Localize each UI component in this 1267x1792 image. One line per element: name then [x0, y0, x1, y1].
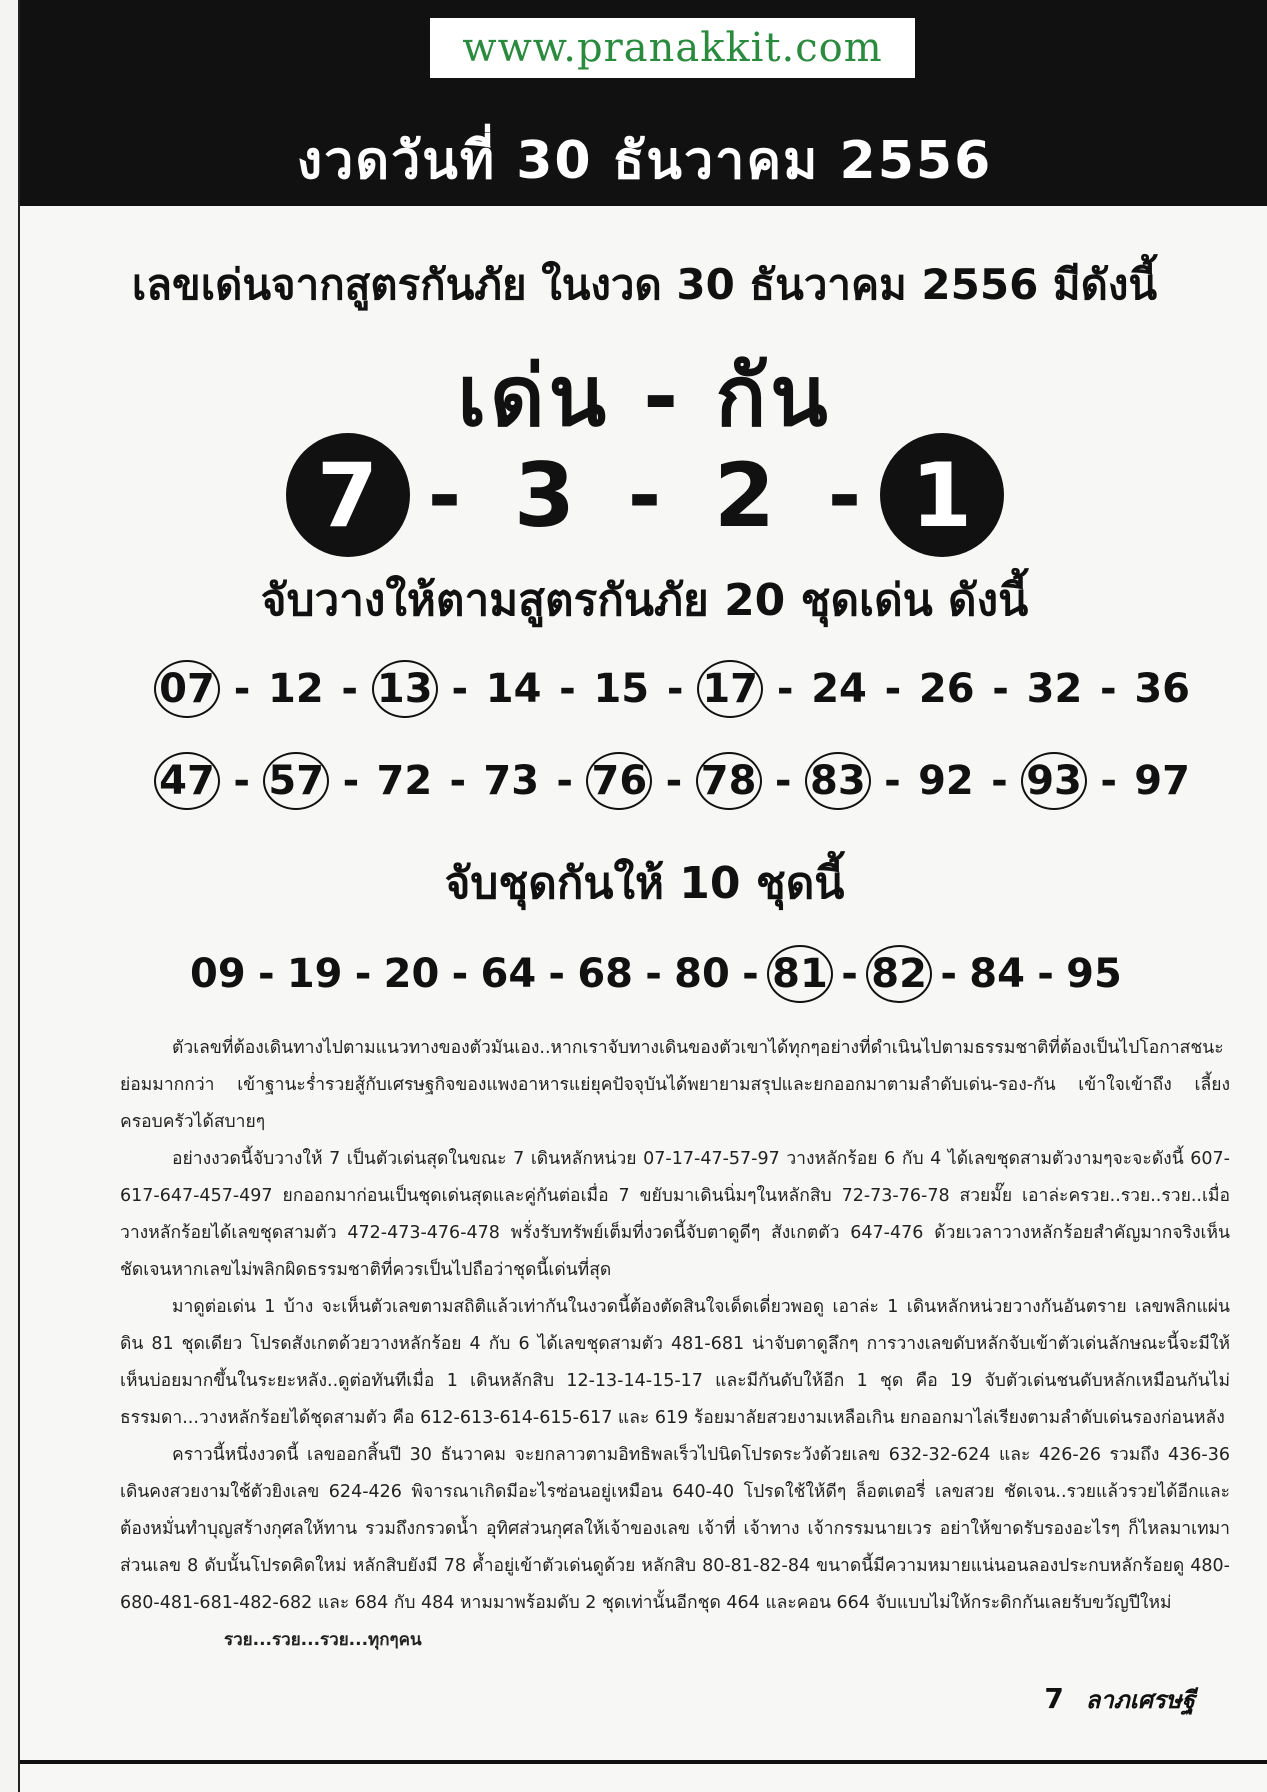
website-watermark — [430, 18, 915, 78]
draw-date-title: งวดวันที่ 30 ธันวาคม 2556 — [296, 131, 993, 191]
number: 72 — [376, 758, 433, 804]
page-number: 7 — [1044, 1682, 1064, 1715]
dash: - — [776, 666, 794, 712]
dash: - — [645, 951, 662, 997]
headline: เลขเด่นจากสูตรกันภัย ในงวด 30 ธันวาคม 2556 มีดังนี้ — [131, 260, 1158, 309]
dash: - — [451, 951, 469, 997]
dash: - — [1100, 758, 1117, 804]
dash: - — [1037, 951, 1054, 997]
dash: - — [548, 951, 566, 997]
header-banner — [20, 0, 1267, 206]
key-numbers — [20, 430, 1267, 560]
article-paragraph: ตัวเลขที่ต้องเดินทางไปตามแนวทางของตัวมันเอง..หากเราจับทางเดินของตัวเขาได้ทุกๆอย่างที่ดำเนินไปตามธรรมชาติที่ต้องเป็นไปโอกาสชนะย่อมมากกว่า เข้าฐานะร่ำรวยสู้กับเศรษฐกิจของแพงอาหารแย่ยุคปัจจุบันได้พยายามสรุปและยกออกมาตามลำดับเด่น-รอง-กัน เข้าใจเข้าถึง เลี้ยงครอบครัวได้สบายๆ — [120, 1038, 1230, 1132]
key-number-2: 3 — [513, 443, 576, 547]
dash: - — [940, 951, 957, 997]
key-number-1: 7 — [286, 433, 410, 557]
dash: - — [1099, 666, 1117, 712]
dash: - — [556, 758, 574, 804]
number: 80 — [674, 951, 730, 997]
pair-row-2 — [154, 752, 1194, 810]
dash: - — [665, 758, 683, 804]
dash: - — [774, 758, 792, 804]
newspaper-page — [18, 0, 1267, 1792]
dash: - — [742, 951, 759, 997]
circled-number: 76 — [586, 752, 652, 810]
number: 64 — [480, 951, 537, 997]
number: 09 — [190, 951, 246, 997]
number: 68 — [577, 951, 633, 997]
pair-row-1 — [154, 660, 1194, 718]
pair-row-3 — [186, 945, 1126, 1003]
key-number-3: 2 — [713, 443, 776, 547]
footer-rule — [20, 1760, 1267, 1764]
dash: - — [827, 448, 862, 542]
dash: - — [257, 951, 275, 997]
article-paragraph: คราวนี้หนึ่งงวดนี้ เลขออกสิ้นปี 30 ธันวาคม จะยกลาวตามอิทธิพลเร็วไปนิดโปรดระวังด้วยเลข 632-32-624 และ 426-26 รวมถึง 436-36 เดินคงสวยงามใช้ตัวยิงเลข 624-426 พิจารณาเกิดมีอะไรซ่อนอยู่เหมือน 640-40 โปรดใช้ให้ดีๆ ล็อตเตอรี่ เลขสวย ชัดเจน..รวยแล้วรวยได้อีกและต้องหมั่นทำบุญสร้างกุศลให้ทาน รวมถึงกรวดน้ำ อุทิศส่วนกุศลให้เจ้าของเลข เจ้าที่ เจ้าทาง เจ้ากรรมนายเวร อย่าให้ขาดรับรองอะไรๆ ก็ไหลมาเทมาส่วนเลข 8 ดับนั้นโปรดคิดใหม่ หลักสิบยังมี 78 ค้ำอยู่เข้าตัวเด่นดูด้วย หลักสิบ 80-81-82-84 ขนาดนี้มีความหมายแน่นอนลองประกบหลักร้อยดู 480-680-481-681-482-682 และ 684 กับ 484 หามมาพร้อมดับ 2 ชุดเท่านั้นอีกชุด 464 และคอน 664 จับแบบไม่ให้กระดิกกันเลยรับขวัญปีใหม่ — [120, 1445, 1230, 1613]
dash: - — [884, 666, 902, 712]
article-signoff: รวย...รวย...รวย...ทุกๆคน — [224, 1630, 422, 1650]
number: 24 — [811, 666, 867, 712]
key-number-4: 1 — [880, 433, 1004, 557]
circled-number: 78 — [696, 752, 762, 810]
number: 12 — [268, 666, 324, 712]
dash: - — [341, 666, 359, 712]
circled-number: 17 — [697, 660, 763, 718]
section1-heading: จับวางให้ตามสูตรกันภัย 20 ชุดเด่น ดังนี้ — [260, 575, 1029, 626]
dash: - — [342, 758, 360, 804]
dash: - — [884, 758, 901, 804]
dash: - — [559, 666, 576, 712]
number: 95 — [1066, 951, 1122, 997]
website-url: www.pranakkit.com — [462, 25, 883, 71]
number: 14 — [485, 666, 542, 712]
dash: - — [627, 448, 662, 542]
circled-number: 57 — [263, 752, 329, 810]
number: 15 — [593, 666, 650, 712]
dash: - — [427, 448, 462, 542]
number: 36 — [1134, 666, 1190, 712]
number: 92 — [918, 758, 974, 804]
publication-name: ลาภเศรษฐี — [1085, 1685, 1195, 1714]
circled-number: 82 — [866, 945, 932, 1003]
dash: - — [233, 666, 251, 712]
circled-number: 47 — [154, 752, 220, 810]
number: 20 — [383, 951, 440, 997]
number: 19 — [286, 951, 343, 997]
section2-heading: จับชุดกันให้ 10 ชุดนี้ — [444, 858, 845, 909]
circled-number: 81 — [767, 945, 833, 1003]
circled-number: 83 — [805, 752, 871, 810]
number: 73 — [483, 758, 540, 804]
dash: - — [451, 666, 469, 712]
number: 84 — [969, 951, 1025, 997]
page-footer — [1044, 1680, 1199, 1719]
number: 32 — [1026, 666, 1083, 712]
dash: - — [449, 758, 467, 804]
dash: - — [992, 666, 1009, 712]
dash: - — [841, 951, 858, 997]
main-title: เด่น - กัน — [457, 347, 832, 445]
circled-number: 13 — [372, 660, 438, 718]
dash: - — [991, 758, 1008, 804]
article-paragraph: มาดูต่อเด่น 1 บ้าง จะเห็นตัวเลขตามสถิติแล้วเท่ากันในงวดนี้ต้องตัดสินใจเด็ดเดี่ยวพอดู เอาล่ะ 1 เดินหลักหน่วยวางกันอันตราย เลขพลิกแผ่นดิน 81 ชุดเดียว โปรดสังเกตด้วยวางหลักร้อย 4 กับ 6 ได้เลขชุดสามตัว 481-681 น่าจับตาดูลึกๆ การวางเลขดับหลักจับเข้าตัวเด่นลักษณะนี้จะมีให้เห็นบ่อยมากขึ้นในระยะหลัง..ดูต่อทันทีเมื่อ 1 เดินหลักสิบ 12-13-14-15-17 และมีกันดับให้อีก 1 ชุด คือ 19 จับตัวเด่นชนดับหลักเหมือนกันไม่ธรรมดา...วางหลักร้อยได้ชุดสามตัว คือ 612-613-614-615-617 และ 619 ร้อยมาลัยสวยงามเหลือเกิน ยกออกมาไล่เรียงตามลำดับเด่นรองก่อนหลัง — [120, 1297, 1230, 1428]
dash: - — [666, 666, 684, 712]
number: 97 — [1134, 758, 1190, 804]
dash: - — [233, 758, 250, 804]
dash: - — [354, 951, 372, 997]
article-paragraph: อย่างงวดนี้จับวางให้ 7 เป็นตัวเด่นสุดในขณะ 7 เดินหลักหน่วย 07-17-47-57-97 วางหลักร้อย 6 กับ 4 ได้เลขชุดสามตัวงามๆจะจะดังนี้ 607-617-647-457-497 ยกออกมาก่อนเป็นชุดเด่นสุดและคู่กันต่อเมื่อ 7 ขยับมาเดินนิ่มๆในหลักสิบ 72-73-76-78 สวยมั๊ย เอาล่ะครวย..รวย..รวย..เมื่อวางหลักร้อยได้เลขชุดสามตัว 472-473-476-478 พรั่งรับทรัพย์เต็มที่งวดนี้จับตาดูดีๆ สังเกตตัว 647-476 ด้วยเวลาวางหลักร้อยสำคัญมากจริงเห็นชัดเจนหากเลขไม่พลิกผิดธรรมชาติที่ควรเป็นไปถือว่าชุดนี้เด่นที่สุด — [120, 1149, 1230, 1280]
number: 26 — [918, 666, 975, 712]
article-body — [120, 1030, 1230, 1659]
circled-number: 07 — [154, 660, 220, 718]
circled-number: 93 — [1021, 752, 1087, 810]
